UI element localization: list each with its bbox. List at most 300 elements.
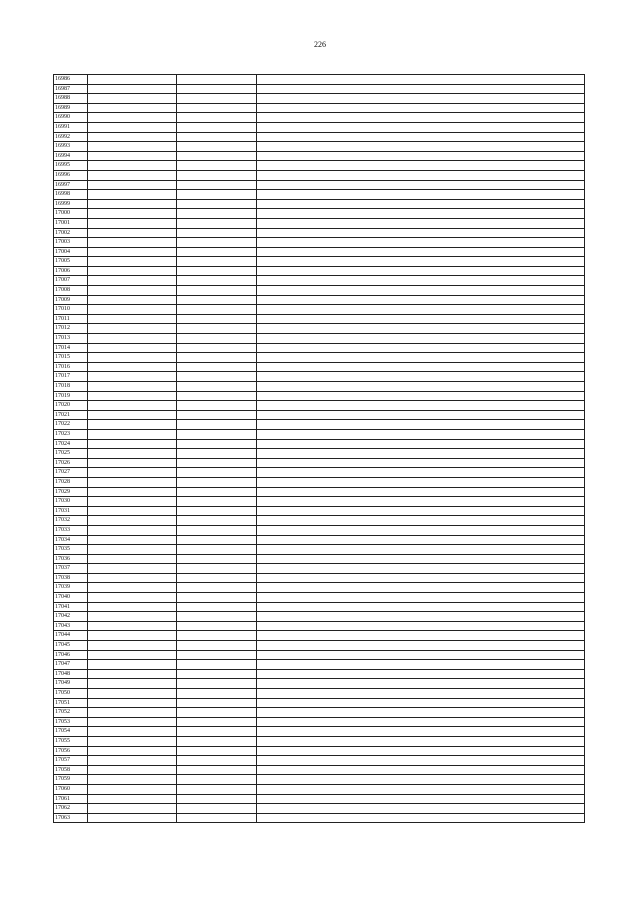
address-cell bbox=[257, 401, 585, 411]
row-number-cell: 17053 bbox=[54, 717, 88, 727]
row-number-cell: 17055 bbox=[54, 736, 88, 746]
address-cell bbox=[257, 170, 585, 180]
old-number-cell bbox=[88, 458, 177, 468]
old-number-cell bbox=[88, 410, 177, 420]
cadastral-number-cell bbox=[177, 506, 257, 516]
row-number-cell: 17005 bbox=[54, 257, 88, 267]
cadastral-number-cell bbox=[177, 410, 257, 420]
address-cell bbox=[257, 468, 585, 478]
address-cell bbox=[257, 669, 585, 679]
old-number-cell bbox=[88, 593, 177, 603]
old-number-cell bbox=[88, 641, 177, 651]
cadastral-number-cell bbox=[177, 295, 257, 305]
cadastral-number-cell bbox=[177, 621, 257, 631]
row-number-cell: 17004 bbox=[54, 247, 88, 257]
address-cell bbox=[257, 708, 585, 718]
old-number-cell bbox=[88, 679, 177, 689]
old-number-cell bbox=[88, 122, 177, 132]
table-row bbox=[54, 679, 585, 689]
cadastral-number-cell bbox=[177, 775, 257, 785]
old-number-cell bbox=[88, 794, 177, 804]
table-row bbox=[54, 372, 585, 382]
old-number-cell bbox=[88, 103, 177, 113]
table-row bbox=[54, 314, 585, 324]
cadastral-number-cell bbox=[177, 535, 257, 545]
row-number-cell: 17024 bbox=[54, 439, 88, 449]
cadastral-number-cell bbox=[177, 314, 257, 324]
old-number-cell bbox=[88, 468, 177, 478]
table-row bbox=[54, 525, 585, 535]
table-row bbox=[54, 468, 585, 478]
old-number-cell bbox=[88, 75, 177, 85]
old-number-cell bbox=[88, 727, 177, 737]
address-cell bbox=[257, 94, 585, 104]
table-row bbox=[54, 343, 585, 353]
old-number-cell bbox=[88, 477, 177, 487]
table-row bbox=[54, 621, 585, 631]
row-number-cell: 16992 bbox=[54, 132, 88, 142]
old-number-cell bbox=[88, 756, 177, 766]
old-number-cell bbox=[88, 257, 177, 267]
cadastral-number-cell bbox=[177, 151, 257, 161]
address-cell bbox=[257, 564, 585, 574]
table-row bbox=[54, 535, 585, 545]
row-number-cell: 17027 bbox=[54, 468, 88, 478]
registry-table-body bbox=[54, 75, 585, 823]
address-cell bbox=[257, 765, 585, 775]
row-number-cell: 17026 bbox=[54, 458, 88, 468]
table-row bbox=[54, 593, 585, 603]
old-number-cell bbox=[88, 334, 177, 344]
table-row bbox=[54, 401, 585, 411]
cadastral-number-cell bbox=[177, 593, 257, 603]
table-row bbox=[54, 564, 585, 574]
address-cell bbox=[257, 257, 585, 267]
row-number-cell: 16988 bbox=[54, 94, 88, 104]
row-number-cell: 16994 bbox=[54, 151, 88, 161]
old-number-cell bbox=[88, 305, 177, 315]
address-cell bbox=[257, 545, 585, 555]
address-cell bbox=[257, 199, 585, 209]
address-cell bbox=[257, 756, 585, 766]
cadastral-number-cell bbox=[177, 429, 257, 439]
row-number-cell: 17039 bbox=[54, 583, 88, 593]
cadastral-number-cell bbox=[177, 343, 257, 353]
cadastral-number-cell bbox=[177, 813, 257, 823]
table-row bbox=[54, 746, 585, 756]
row-number-cell: 17058 bbox=[54, 765, 88, 775]
old-number-cell bbox=[88, 209, 177, 219]
table-row bbox=[54, 190, 585, 200]
row-number-cell: 17011 bbox=[54, 314, 88, 324]
row-number-cell: 17060 bbox=[54, 784, 88, 794]
cadastral-number-cell bbox=[177, 353, 257, 363]
row-number-cell: 16987 bbox=[54, 84, 88, 94]
table-row bbox=[54, 94, 585, 104]
table-row bbox=[54, 113, 585, 123]
address-cell bbox=[257, 641, 585, 651]
address-cell bbox=[257, 746, 585, 756]
table-row bbox=[54, 794, 585, 804]
registry-table bbox=[53, 74, 585, 823]
table-row bbox=[54, 727, 585, 737]
table-row bbox=[54, 170, 585, 180]
old-number-cell bbox=[88, 218, 177, 228]
address-cell bbox=[257, 477, 585, 487]
table-row bbox=[54, 391, 585, 401]
cadastral-number-cell bbox=[177, 247, 257, 257]
table-row bbox=[54, 410, 585, 420]
cadastral-number-cell bbox=[177, 641, 257, 651]
cadastral-number-cell bbox=[177, 717, 257, 727]
old-number-cell bbox=[88, 602, 177, 612]
table-row bbox=[54, 180, 585, 190]
table-row bbox=[54, 353, 585, 363]
old-number-cell bbox=[88, 516, 177, 526]
old-number-cell bbox=[88, 573, 177, 583]
row-number-cell: 16993 bbox=[54, 142, 88, 152]
address-cell bbox=[257, 525, 585, 535]
table-row bbox=[54, 247, 585, 257]
cadastral-number-cell bbox=[177, 122, 257, 132]
row-number-cell: 16990 bbox=[54, 113, 88, 123]
row-number-cell: 17020 bbox=[54, 401, 88, 411]
row-number-cell: 16997 bbox=[54, 180, 88, 190]
old-number-cell bbox=[88, 247, 177, 257]
cadastral-number-cell bbox=[177, 554, 257, 564]
cadastral-number-cell bbox=[177, 612, 257, 622]
address-cell bbox=[257, 218, 585, 228]
row-number-cell: 17009 bbox=[54, 295, 88, 305]
cadastral-number-cell bbox=[177, 487, 257, 497]
address-cell bbox=[257, 314, 585, 324]
row-number-cell: 17040 bbox=[54, 593, 88, 603]
table-row bbox=[54, 286, 585, 296]
old-number-cell bbox=[88, 612, 177, 622]
row-number-cell: 17017 bbox=[54, 372, 88, 382]
old-number-cell bbox=[88, 84, 177, 94]
cadastral-number-cell bbox=[177, 334, 257, 344]
address-cell bbox=[257, 650, 585, 660]
cadastral-number-cell bbox=[177, 75, 257, 85]
row-number-cell: 16991 bbox=[54, 122, 88, 132]
cadastral-number-cell bbox=[177, 439, 257, 449]
cadastral-number-cell bbox=[177, 401, 257, 411]
address-cell bbox=[257, 420, 585, 430]
address-cell bbox=[257, 612, 585, 622]
cadastral-number-cell bbox=[177, 190, 257, 200]
address-cell bbox=[257, 736, 585, 746]
old-number-cell bbox=[88, 314, 177, 324]
old-number-cell bbox=[88, 804, 177, 814]
row-number-cell: 17007 bbox=[54, 276, 88, 286]
old-number-cell bbox=[88, 554, 177, 564]
address-cell bbox=[257, 429, 585, 439]
address-cell bbox=[257, 804, 585, 814]
address-cell bbox=[257, 286, 585, 296]
cadastral-number-cell bbox=[177, 708, 257, 718]
table-row bbox=[54, 506, 585, 516]
address-cell bbox=[257, 75, 585, 85]
old-number-cell bbox=[88, 151, 177, 161]
row-number-cell: 17044 bbox=[54, 631, 88, 641]
row-number-cell: 17061 bbox=[54, 794, 88, 804]
old-number-cell bbox=[88, 401, 177, 411]
old-number-cell bbox=[88, 497, 177, 507]
table-row bbox=[54, 765, 585, 775]
row-number-cell: 17028 bbox=[54, 477, 88, 487]
cadastral-number-cell bbox=[177, 238, 257, 248]
row-number-cell: 17014 bbox=[54, 343, 88, 353]
row-number-cell: 17001 bbox=[54, 218, 88, 228]
old-number-cell bbox=[88, 621, 177, 631]
table-row bbox=[54, 420, 585, 430]
address-cell bbox=[257, 698, 585, 708]
row-number-cell: 16999 bbox=[54, 199, 88, 209]
address-cell bbox=[257, 554, 585, 564]
address-cell bbox=[257, 689, 585, 699]
table-row bbox=[54, 650, 585, 660]
old-number-cell bbox=[88, 487, 177, 497]
table-row bbox=[54, 199, 585, 209]
table-row bbox=[54, 151, 585, 161]
cadastral-number-cell bbox=[177, 113, 257, 123]
cadastral-number-cell bbox=[177, 276, 257, 286]
cadastral-number-cell bbox=[177, 784, 257, 794]
cadastral-number-cell bbox=[177, 94, 257, 104]
row-number-cell: 17035 bbox=[54, 545, 88, 555]
cadastral-number-cell bbox=[177, 266, 257, 276]
old-number-cell bbox=[88, 775, 177, 785]
address-cell bbox=[257, 372, 585, 382]
row-number-cell: 17045 bbox=[54, 641, 88, 651]
table-row bbox=[54, 497, 585, 507]
old-number-cell bbox=[88, 420, 177, 430]
table-row bbox=[54, 631, 585, 641]
cadastral-number-cell bbox=[177, 84, 257, 94]
cadastral-number-cell bbox=[177, 736, 257, 746]
address-cell bbox=[257, 151, 585, 161]
row-number-cell: 17008 bbox=[54, 286, 88, 296]
old-number-cell bbox=[88, 698, 177, 708]
table-row bbox=[54, 573, 585, 583]
cadastral-number-cell bbox=[177, 382, 257, 392]
old-number-cell bbox=[88, 113, 177, 123]
address-cell bbox=[257, 362, 585, 372]
table-row bbox=[54, 602, 585, 612]
address-cell bbox=[257, 439, 585, 449]
address-cell bbox=[257, 506, 585, 516]
address-cell bbox=[257, 573, 585, 583]
cadastral-number-cell bbox=[177, 794, 257, 804]
old-number-cell bbox=[88, 382, 177, 392]
old-number-cell bbox=[88, 161, 177, 171]
old-number-cell bbox=[88, 286, 177, 296]
address-cell bbox=[257, 276, 585, 286]
table-row bbox=[54, 708, 585, 718]
table-row bbox=[54, 75, 585, 85]
cadastral-number-cell bbox=[177, 218, 257, 228]
row-number-cell: 17003 bbox=[54, 238, 88, 248]
table-row bbox=[54, 257, 585, 267]
table-row bbox=[54, 142, 585, 152]
old-number-cell bbox=[88, 276, 177, 286]
cadastral-number-cell bbox=[177, 689, 257, 699]
table-row bbox=[54, 612, 585, 622]
address-cell bbox=[257, 190, 585, 200]
row-number-cell: 17029 bbox=[54, 487, 88, 497]
table-row bbox=[54, 382, 585, 392]
old-number-cell bbox=[88, 545, 177, 555]
old-number-cell bbox=[88, 228, 177, 238]
row-number-cell: 17054 bbox=[54, 727, 88, 737]
row-number-cell: 17030 bbox=[54, 497, 88, 507]
cadastral-number-cell bbox=[177, 420, 257, 430]
row-number-cell: 17052 bbox=[54, 708, 88, 718]
old-number-cell bbox=[88, 765, 177, 775]
table-row bbox=[54, 487, 585, 497]
cadastral-number-cell bbox=[177, 525, 257, 535]
cadastral-number-cell bbox=[177, 142, 257, 152]
table-row bbox=[54, 641, 585, 651]
cadastral-number-cell bbox=[177, 679, 257, 689]
row-number-cell: 17012 bbox=[54, 324, 88, 334]
old-number-cell bbox=[88, 343, 177, 353]
cadastral-number-cell bbox=[177, 660, 257, 670]
old-number-cell bbox=[88, 746, 177, 756]
cadastral-number-cell bbox=[177, 804, 257, 814]
row-number-cell: 16989 bbox=[54, 103, 88, 113]
old-number-cell bbox=[88, 353, 177, 363]
address-cell bbox=[257, 228, 585, 238]
row-number-cell: 17057 bbox=[54, 756, 88, 766]
old-number-cell bbox=[88, 449, 177, 459]
old-number-cell bbox=[88, 506, 177, 516]
old-number-cell bbox=[88, 324, 177, 334]
table-row bbox=[54, 132, 585, 142]
old-number-cell bbox=[88, 295, 177, 305]
row-number-cell: 17056 bbox=[54, 746, 88, 756]
row-number-cell: 17036 bbox=[54, 554, 88, 564]
cadastral-number-cell bbox=[177, 727, 257, 737]
old-number-cell bbox=[88, 564, 177, 574]
old-number-cell bbox=[88, 439, 177, 449]
old-number-cell bbox=[88, 170, 177, 180]
cadastral-number-cell bbox=[177, 228, 257, 238]
address-cell bbox=[257, 103, 585, 113]
row-number-cell: 17037 bbox=[54, 564, 88, 574]
table-row bbox=[54, 804, 585, 814]
address-cell bbox=[257, 593, 585, 603]
row-number-cell: 17049 bbox=[54, 679, 88, 689]
row-number-cell: 17034 bbox=[54, 535, 88, 545]
old-number-cell bbox=[88, 631, 177, 641]
cadastral-number-cell bbox=[177, 497, 257, 507]
address-cell bbox=[257, 295, 585, 305]
table-row bbox=[54, 736, 585, 746]
old-number-cell bbox=[88, 199, 177, 209]
address-cell bbox=[257, 497, 585, 507]
row-number-cell: 17002 bbox=[54, 228, 88, 238]
table-row bbox=[54, 545, 585, 555]
cadastral-number-cell bbox=[177, 257, 257, 267]
cadastral-number-cell bbox=[177, 698, 257, 708]
address-cell bbox=[257, 458, 585, 468]
table-row bbox=[54, 813, 585, 823]
cadastral-number-cell bbox=[177, 516, 257, 526]
cadastral-number-cell bbox=[177, 765, 257, 775]
table-row bbox=[54, 669, 585, 679]
old-number-cell bbox=[88, 813, 177, 823]
table-row bbox=[54, 784, 585, 794]
table-row bbox=[54, 477, 585, 487]
page-number: 226 bbox=[314, 40, 326, 49]
row-number-cell: 17041 bbox=[54, 602, 88, 612]
address-cell bbox=[257, 583, 585, 593]
address-cell bbox=[257, 305, 585, 315]
address-cell bbox=[257, 717, 585, 727]
table-row bbox=[54, 554, 585, 564]
row-number-cell: 17048 bbox=[54, 669, 88, 679]
address-cell bbox=[257, 343, 585, 353]
table-row bbox=[54, 449, 585, 459]
old-number-cell bbox=[88, 142, 177, 152]
cadastral-number-cell bbox=[177, 286, 257, 296]
address-cell bbox=[257, 209, 585, 219]
table-row bbox=[54, 717, 585, 727]
row-number-cell: 17042 bbox=[54, 612, 88, 622]
address-cell bbox=[257, 247, 585, 257]
row-number-cell: 17046 bbox=[54, 650, 88, 660]
cadastral-number-cell bbox=[177, 545, 257, 555]
old-number-cell bbox=[88, 362, 177, 372]
address-cell bbox=[257, 516, 585, 526]
old-number-cell bbox=[88, 266, 177, 276]
table-row bbox=[54, 209, 585, 219]
table-row bbox=[54, 698, 585, 708]
row-number-cell: 17023 bbox=[54, 429, 88, 439]
old-number-cell bbox=[88, 784, 177, 794]
cadastral-number-cell bbox=[177, 477, 257, 487]
cadastral-number-cell bbox=[177, 631, 257, 641]
cadastral-number-cell bbox=[177, 161, 257, 171]
address-cell bbox=[257, 794, 585, 804]
cadastral-number-cell bbox=[177, 602, 257, 612]
row-number-cell: 17047 bbox=[54, 660, 88, 670]
cadastral-number-cell bbox=[177, 458, 257, 468]
table-row bbox=[54, 218, 585, 228]
old-number-cell bbox=[88, 650, 177, 660]
address-cell bbox=[257, 180, 585, 190]
row-number-cell: 17000 bbox=[54, 209, 88, 219]
old-number-cell bbox=[88, 391, 177, 401]
row-number-cell: 17010 bbox=[54, 305, 88, 315]
address-cell bbox=[257, 353, 585, 363]
cadastral-number-cell bbox=[177, 756, 257, 766]
table-row bbox=[54, 516, 585, 526]
table-row bbox=[54, 103, 585, 113]
row-number-cell: 17013 bbox=[54, 334, 88, 344]
address-cell bbox=[257, 784, 585, 794]
old-number-cell bbox=[88, 669, 177, 679]
cadastral-number-cell bbox=[177, 468, 257, 478]
table-row bbox=[54, 266, 585, 276]
address-cell bbox=[257, 113, 585, 123]
cadastral-number-cell bbox=[177, 449, 257, 459]
old-number-cell bbox=[88, 190, 177, 200]
old-number-cell bbox=[88, 535, 177, 545]
address-cell bbox=[257, 775, 585, 785]
